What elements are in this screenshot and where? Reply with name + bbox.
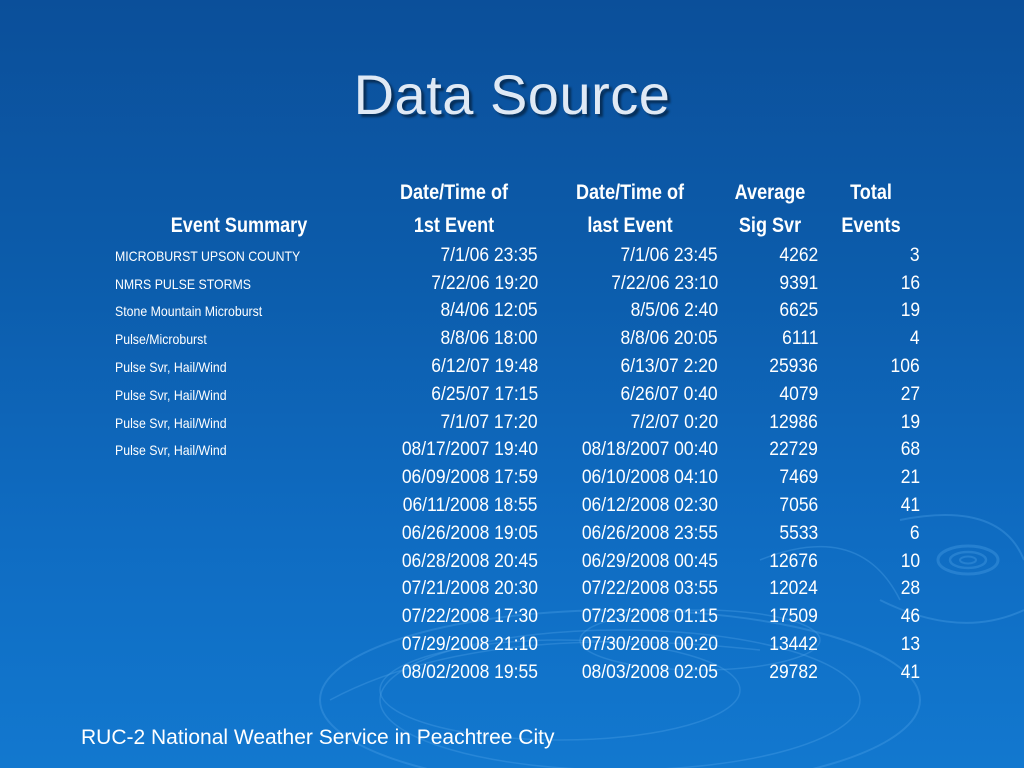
cell-average-sig-svr-text: 4079 <box>779 383 818 405</box>
cell-total-events-text: 6 <box>910 522 920 544</box>
cell-first-event <box>368 242 540 270</box>
cell-event-summary <box>110 659 368 687</box>
cell-total-events <box>820 298 922 326</box>
table-row <box>110 492 922 520</box>
cell-total-events-text: 10 <box>900 550 920 572</box>
cell-total-events <box>820 437 922 465</box>
cell-total-events-text: 41 <box>900 495 920 517</box>
cell-last-event <box>540 631 720 659</box>
cell-total-events <box>820 492 922 520</box>
cell-first-event-text: 8/4/06 12:05 <box>440 300 538 322</box>
cell-first-event-text: 8/8/06 18:00 <box>440 328 538 350</box>
cell-total-events <box>820 464 922 492</box>
cell-average-sig-svr <box>720 325 820 353</box>
cell-event-summary <box>110 242 368 270</box>
cell-event-summary <box>110 298 368 326</box>
cell-first-event-text: 07/21/2008 20:30 <box>401 578 538 600</box>
cell-average-sig-svr <box>720 548 820 576</box>
cell-event-summary-text: Pulse/Microburst <box>115 331 207 348</box>
cell-last-event <box>540 325 720 353</box>
cell-event-summary-text: Pulse Svr, Hail/Wind <box>115 386 227 403</box>
table-body <box>110 242 922 687</box>
header-last-event-line2: last Event <box>587 214 673 237</box>
cell-last-event <box>540 270 720 298</box>
cell-first-event <box>368 270 540 298</box>
cell-average-sig-svr-text: 4262 <box>779 244 818 266</box>
cell-event-summary <box>110 492 368 520</box>
cell-total-events-text: 28 <box>900 578 920 600</box>
cell-average-sig-svr <box>720 659 820 687</box>
cell-event-summary <box>110 548 368 576</box>
cell-event-summary <box>110 381 368 409</box>
cell-event-summary <box>110 437 368 465</box>
table-row <box>110 603 922 631</box>
cell-first-event-text: 08/17/2007 19:40 <box>401 439 538 461</box>
cell-first-event <box>368 464 540 492</box>
cell-average-sig-svr-text: 7469 <box>779 467 818 489</box>
cell-last-event <box>540 520 720 548</box>
cell-first-event-text: 06/09/2008 17:59 <box>401 467 538 489</box>
cell-first-event <box>368 659 540 687</box>
header-row-1 <box>110 176 922 209</box>
table-row <box>110 631 922 659</box>
table-row <box>110 659 922 687</box>
cell-first-event <box>368 409 540 437</box>
cell-last-event <box>540 409 720 437</box>
table-row <box>110 298 922 326</box>
table-row <box>110 353 922 381</box>
cell-average-sig-svr-text: 12676 <box>769 550 818 572</box>
cell-last-event-text: 8/5/06 2:40 <box>630 300 718 322</box>
header-total-line2: Events <box>841 214 901 237</box>
cell-total-events <box>820 520 922 548</box>
header-first-event-line1: Date/Time of <box>399 181 509 204</box>
cell-last-event <box>540 548 720 576</box>
cell-event-summary-text: NMRS PULSE STORMS <box>115 275 252 292</box>
cell-total-events <box>820 576 922 604</box>
table-row <box>110 437 922 465</box>
cell-first-event-text: 6/12/07 19:48 <box>431 356 538 378</box>
cell-total-events-text: 19 <box>900 411 920 433</box>
cell-last-event <box>540 464 720 492</box>
cell-total-events-text: 4 <box>910 328 920 350</box>
cell-total-events <box>820 409 922 437</box>
header-average-line1: Average <box>734 181 806 204</box>
table-header <box>110 176 922 242</box>
cell-last-event <box>540 353 720 381</box>
cell-total-events-text: 41 <box>900 661 920 683</box>
cell-first-event-text: 7/22/06 19:20 <box>431 272 538 294</box>
cell-total-events-text: 13 <box>900 634 920 656</box>
table-row <box>110 576 922 604</box>
cell-last-event-text: 06/12/2008 02:30 <box>581 495 718 517</box>
cell-last-event-text: 7/2/07 0:20 <box>630 411 718 433</box>
cell-average-sig-svr-text: 25936 <box>769 356 818 378</box>
cell-average-sig-svr-text: 17509 <box>769 606 818 628</box>
cell-average-sig-svr <box>720 631 820 659</box>
cell-event-summary-text: Pulse Svr, Hail/Wind <box>115 442 227 459</box>
table-row <box>110 242 922 270</box>
cell-first-event-text: 7/1/07 17:20 <box>440 411 538 433</box>
cell-event-summary <box>110 270 368 298</box>
cell-last-event-text: 6/26/07 0:40 <box>620 383 718 405</box>
cell-last-event <box>540 492 720 520</box>
cell-average-sig-svr <box>720 381 820 409</box>
data-table-container <box>110 176 922 687</box>
cell-first-event-text: 07/22/2008 17:30 <box>401 606 538 628</box>
event-data-table <box>110 176 922 687</box>
cell-total-events-text: 19 <box>900 300 920 322</box>
cell-last-event <box>540 242 720 270</box>
cell-last-event-text: 06/26/2008 23:55 <box>581 522 718 544</box>
cell-total-events <box>820 659 922 687</box>
cell-average-sig-svr <box>720 603 820 631</box>
cell-first-event <box>368 603 540 631</box>
cell-average-sig-svr-text: 12986 <box>769 411 818 433</box>
cell-total-events-text: 68 <box>900 439 920 461</box>
cell-total-events <box>820 603 922 631</box>
cell-event-summary <box>110 631 368 659</box>
cell-first-event <box>368 631 540 659</box>
cell-average-sig-svr <box>720 270 820 298</box>
cell-total-events <box>820 270 922 298</box>
cell-first-event-text: 07/29/2008 21:10 <box>401 634 538 656</box>
cell-average-sig-svr <box>720 520 820 548</box>
slide-title: Data Source <box>353 63 671 126</box>
cell-total-events-text: 27 <box>900 383 920 405</box>
cell-average-sig-svr <box>720 409 820 437</box>
cell-event-summary-text: Stone Mountain Microburst <box>115 303 263 320</box>
header-last-event-line1: Date/Time of <box>575 181 685 204</box>
cell-total-events-text: 46 <box>900 606 920 628</box>
cell-last-event-text: 7/22/06 23:10 <box>611 272 718 294</box>
cell-average-sig-svr-text: 6625 <box>779 300 818 322</box>
header-first-event-line2: 1st Event <box>413 214 495 237</box>
cell-last-event <box>540 603 720 631</box>
cell-last-event <box>540 576 720 604</box>
cell-last-event-text: 07/22/2008 03:55 <box>581 578 718 600</box>
cell-last-event-text: 08/18/2007 00:40 <box>581 439 718 461</box>
cell-last-event-text: 8/8/06 20:05 <box>620 328 718 350</box>
cell-event-summary <box>110 353 368 381</box>
cell-average-sig-svr-text: 6111 <box>781 328 818 350</box>
cell-first-event-text: 06/26/2008 19:05 <box>401 522 538 544</box>
table-row <box>110 464 922 492</box>
cell-first-event <box>368 548 540 576</box>
cell-first-event-text: 6/25/07 17:15 <box>431 383 538 405</box>
cell-first-event <box>368 437 540 465</box>
cell-first-event <box>368 353 540 381</box>
cell-first-event <box>368 325 540 353</box>
cell-total-events-text: 3 <box>910 244 920 266</box>
cell-first-event <box>368 520 540 548</box>
table-row <box>110 325 922 353</box>
cell-first-event-text: 08/02/2008 19:55 <box>401 661 538 683</box>
cell-last-event-text: 6/13/07 2:20 <box>620 356 718 378</box>
cell-last-event-text: 07/30/2008 00:20 <box>581 634 718 656</box>
cell-first-event <box>368 298 540 326</box>
table-row <box>110 409 922 437</box>
cell-average-sig-svr <box>720 353 820 381</box>
table-row <box>110 381 922 409</box>
table-row <box>110 270 922 298</box>
cell-average-sig-svr-text: 29782 <box>769 661 818 683</box>
cell-event-summary <box>110 576 368 604</box>
cell-last-event-text: 7/1/06 23:45 <box>620 244 718 266</box>
cell-average-sig-svr <box>720 242 820 270</box>
cell-total-events <box>820 353 922 381</box>
cell-first-event <box>368 576 540 604</box>
cell-last-event <box>540 437 720 465</box>
cell-first-event <box>368 492 540 520</box>
cell-last-event <box>540 298 720 326</box>
cell-total-events <box>820 631 922 659</box>
cell-average-sig-svr-text: 7056 <box>779 495 818 517</box>
cell-average-sig-svr <box>720 437 820 465</box>
cell-total-events <box>820 381 922 409</box>
header-average-line2: Sig Svr <box>738 214 802 237</box>
cell-first-event-text: 06/28/2008 20:45 <box>401 550 538 572</box>
cell-last-event-text: 06/10/2008 04:10 <box>581 467 718 489</box>
cell-last-event-text: 08/03/2008 02:05 <box>581 661 718 683</box>
cell-total-events <box>820 325 922 353</box>
cell-average-sig-svr <box>720 298 820 326</box>
cell-total-events-text: 16 <box>900 272 920 294</box>
header-event-summary: Event Summary <box>170 214 308 237</box>
table-row <box>110 548 922 576</box>
cell-last-event <box>540 659 720 687</box>
cell-last-event <box>540 381 720 409</box>
cell-average-sig-svr-text: 22729 <box>769 439 818 461</box>
cell-total-events <box>820 242 922 270</box>
cell-total-events <box>820 548 922 576</box>
cell-average-sig-svr <box>720 492 820 520</box>
cell-first-event <box>368 381 540 409</box>
cell-event-summary-text: MICROBURST UPSON COUNTY <box>115 247 301 264</box>
cell-last-event-text: 06/29/2008 00:45 <box>581 550 718 572</box>
cell-event-summary-text: Pulse Svr, Hail/Wind <box>115 414 227 431</box>
cell-first-event-text: 06/11/2008 18:55 <box>403 495 538 517</box>
table-row <box>110 520 922 548</box>
cell-event-summary <box>110 409 368 437</box>
cell-last-event-text: 07/23/2008 01:15 <box>581 606 718 628</box>
cell-total-events-text: 106 <box>890 356 920 378</box>
header-total-line1: Total <box>850 181 892 204</box>
cell-average-sig-svr <box>720 576 820 604</box>
footer-text: RUC-2 National Weather Service in Peachtree City <box>81 726 555 749</box>
cell-total-events-text: 21 <box>900 467 920 489</box>
cell-average-sig-svr-text: 5533 <box>779 522 818 544</box>
cell-event-summary <box>110 325 368 353</box>
cell-average-sig-svr-text: 13442 <box>769 634 818 656</box>
cell-event-summary <box>110 603 368 631</box>
cell-event-summary <box>110 520 368 548</box>
cell-first-event-text: 7/1/06 23:35 <box>440 244 538 266</box>
cell-event-summary-text: Pulse Svr, Hail/Wind <box>115 359 227 376</box>
header-row-2 <box>110 209 922 242</box>
cell-event-summary <box>110 464 368 492</box>
cell-average-sig-svr-text: 9391 <box>779 272 818 294</box>
cell-average-sig-svr-text: 12024 <box>769 578 818 600</box>
cell-average-sig-svr <box>720 464 820 492</box>
header-event-blank <box>128 176 350 209</box>
